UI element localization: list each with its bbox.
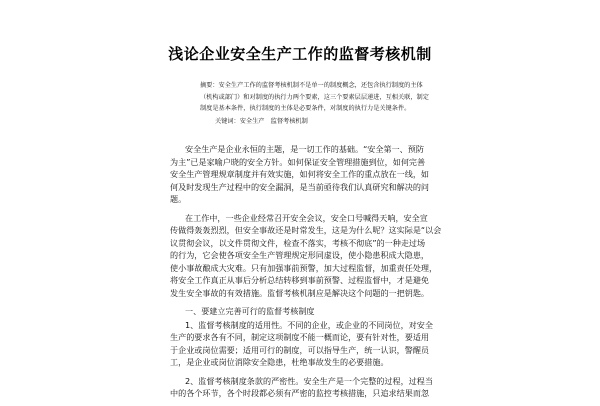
paragraph-line: 在工作中，一些企业经常召开安全会议，安全口号喊得天响，安全宣 xyxy=(185,212,428,223)
paragraph-line: 工，是企业或岗位消除安全隐患，杜绝事故发生的必要措施。 xyxy=(170,357,389,367)
paragraph-line: 1、监督考核制度的适用性。不同的企业，或企业的不同岗位，对安全 xyxy=(185,319,433,330)
paragraph-line: 议贯彻会议，以文件贯彻文件，检查不落实，考核不彻底”的一种走过场 xyxy=(170,237,426,248)
abstract-line: （机构或部门）和对制度的执行力两个要素，这三个要素层层递进，互相关联，制定 xyxy=(200,93,429,101)
abstract xyxy=(200,80,429,115)
paragraph-line: 传做得轰轰烈烈，但安全事故还是时常发生，这是为什么呢？这实际是“以会 xyxy=(170,225,442,235)
paragraph-line: 何及时发现生产过程中的安全漏洞，是当前亟待我们认真研究和解决的问 xyxy=(170,181,430,192)
paragraph-line: 2、监督考核制度条款的严密性。安全生产是一个完整的过程，过程当 xyxy=(185,375,433,386)
abstract-line: 制度是基本条件，执行制度的主体是必要条件，对制度的执行力是关键条件。 xyxy=(200,105,411,112)
paragraph xyxy=(170,212,440,300)
paragraph-line: 发生安全事故的有效措施。监督考核机制应是解决这个问题的一把钥匙。 xyxy=(170,287,430,298)
paragraph-line: 中的各个环节，各个时段都必须有严密的监控考核措施，只追求结果而忽 xyxy=(170,388,430,398)
list-item xyxy=(170,375,440,400)
abstract-line: 摘要：安全生产工作的监督考核机制不是单一的制度概念，还包含执行制度的主体 xyxy=(200,82,423,89)
document-title: 浅论企业安全生产工作的监督考核机制 xyxy=(168,45,432,63)
paragraph-line: 题。 xyxy=(170,194,187,204)
list-item xyxy=(170,319,440,369)
paragraph-line: 安全生产管理规章制度并有效实施，如何将安全工作的重点放在一线，如 xyxy=(170,169,430,179)
paragraph-line: 将安全工作真正从事后分析总结转移到事前预警、过程监督中，才是避免 xyxy=(170,275,430,285)
paragraph xyxy=(170,143,440,206)
paragraph-line: 的行为，它会使各项安全生产管理规定形同虚设，使小隐患积成大隐患， xyxy=(170,250,430,260)
document-body xyxy=(170,143,440,406)
paragraph-line: 安全生产是企业永恒的主题，是一切工作的基础。“安全第一、预防 xyxy=(185,144,424,154)
paragraph-line: 使小事故酿成大灾难。只有加强事前预警，加大过程监督，加重责任处理， xyxy=(170,262,438,273)
section-heading: 一、要建立完善可行的监督考核制度 xyxy=(185,306,315,316)
paragraph-line: 为主”已是家喻户晓的安全方针。如何保证安全管理措施到位，如何完善 xyxy=(170,156,426,167)
keywords: 关键词：安全生产 监督考核机制 xyxy=(215,118,308,125)
paragraph-line: 于企业或岗位需要；适用可行的制度，可以指导生产，统一认识，警醒员 xyxy=(170,344,430,355)
paragraph-line: 生产的要求各有不同，制定这项制度不能一概而论，要有针对性，要适用 xyxy=(170,332,430,342)
